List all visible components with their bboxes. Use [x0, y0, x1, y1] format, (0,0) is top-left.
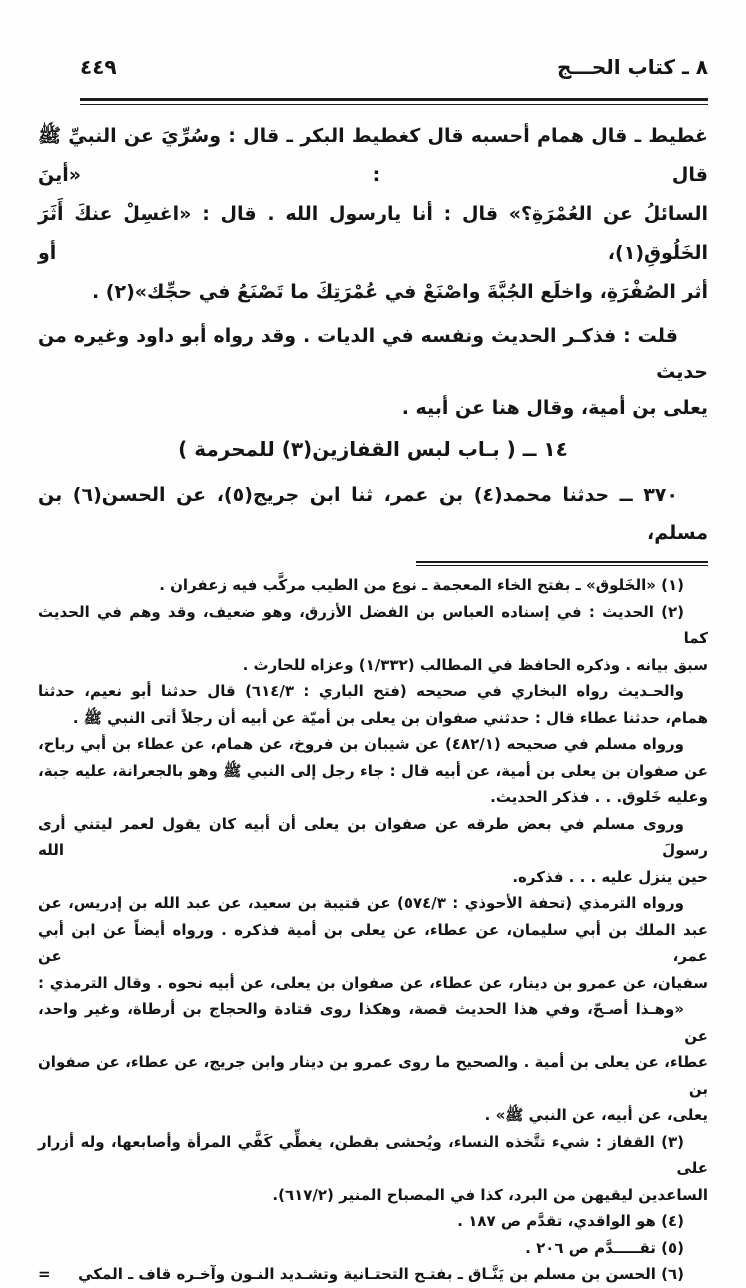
footnote-text: (٦) الحسن بن مسلم بن يَنَّـاق ـ بفتـح التحتـانية وتشـديد النـون وآخـره قاف ـ المكي	[78, 1265, 684, 1283]
footnote-line: (٥) تقـــــدَّم ص ٢٠٦ .	[525, 1238, 684, 1257]
header-rule	[80, 98, 708, 105]
footnote-line: همام، حدثنا عطاء قال : حدثني صفوان بن يعلى بن أميّة عن أبيه أن رجلاً أتى النبي ﷺ .	[72, 708, 708, 727]
footnote-line: ورواه مسلم في صحيحه (٤٨٢/١) عن شيبان بن فروخ، عن همام، عن عطاء بن أبي رباح،	[38, 735, 685, 753]
page-number: ٤٤٩	[80, 55, 117, 79]
footnote-line: سفيان، عن عمرو بن دينار، عن عطاء، عن صفوان بن يعلى، عن أبيه نحوه . وقال الترمذي :	[38, 973, 708, 992]
section-heading: ١٤ ــ ( بـاب لبس القفازين(٣) للمحرمة )	[178, 437, 568, 461]
footnote-line: حين ينزل عليه . . . فذكره.	[512, 867, 708, 886]
footnote-line	[38, 1261, 708, 1288]
main-text	[38, 117, 708, 552]
footnote-line: «وهـذا أصـحّ، وفي هذا الحديث قصة، وهكذا روى قتادة والحجاج بن أرطاة، وغير واحد، عن	[38, 1000, 708, 1045]
footnote-line: والحـديث رواه البخاري في صحيحه (فتح الباري : ٦١٤/٣) قال حدثنا أبو نعيم، حدثنا	[38, 682, 684, 700]
footnote-line: (٣) القفاز : شيء تتَّخذه النساء، ويُحشى بقطن، يغطِّي كَفَّي المرأة وأصابعها، وله أزرار على	[38, 1132, 708, 1177]
footnote-line: عبد الملك بن أبي سليمان، عن عطاء، عن يعلى بن أمية فذكره . ورواه أيضاً عن ابن أبي عمر، عن	[38, 920, 708, 965]
continuation-marker: =	[38, 1265, 51, 1283]
chapter-title: ٨ ـ كتاب الحـــج	[556, 55, 708, 79]
text-line: يعلى بن أمية، وقال هنا عن أبيه .	[401, 397, 708, 419]
footnote-line: ورواه الترمذي (تحفة الأحوذي : ٥٧٤/٣) عن قتيبة بن سعيد، عن عبد الله بن إدريس، عن	[38, 894, 684, 912]
footnotes	[38, 572, 708, 1288]
footnote-line: يعلى، عن أبيه، عن النبي ﷺ» .	[484, 1106, 708, 1124]
hadith-line: ٣٧٠ ــ حدثنا محمد(٤) بن عمر، ثنا ابن جريج(٥)، عن الحسن(٦) بن مسلم،	[38, 484, 708, 544]
text-line: أثر الصُفْرَةِ، واخلَع الجُبَّةَ واصْنَعْ في عُمْرَتِكَ ما تَصْنَعُ في حجِّك»(٢) .	[91, 281, 708, 303]
footnote-line: وعليه خَلوق. . . فذكر الحديث.	[490, 788, 708, 806]
footnote-line: سبق بيانه . وذكره الحافظ في المطالب (١/٣٣٢) وعزاه للحارث .	[242, 655, 708, 674]
text-line: السائلُ عن العُمْرَةِ؟» قال : أنا يارسول الله . قال : «اغسِلْ عنكَ أَثَرَ الخَلُوقِ(١)، أو	[38, 203, 708, 264]
text-line: غطيط ـ قال همام أحسبه قال كغطيط البكر ـ قال : وسُرِّيَ عن النبيِّ ﷺ قال : «أينَ	[38, 125, 708, 186]
text-line: قلت : فذكـر الحديث ونفسه في الديات . وقد رواه أبو داود وغيره من حديث	[38, 325, 708, 383]
page-header	[38, 54, 708, 80]
footnote-line: عن صفوان بن يعلى بن أمية، عن أبيه قال : جاء رجل إلى النبي ﷺ وهو بالجعرانة، عليه جبة،	[38, 761, 708, 780]
footnote-line: عطاء، عن يعلى بن أمية . والصحيح ما روى عمرو بن دينار وابن جريج، عن عطاء، عن صفوان بن	[38, 1053, 708, 1098]
footnote-line: (١) «الخَلوق» ـ بفتح الخاء المعجمة ـ نوع من الطيب مركَّب فيه زعفران .	[159, 576, 684, 594]
footnote-line: الساعدين ليقيهن من البرد، كذا في المصباح المنير (٦١٧/٢).	[272, 1185, 708, 1204]
footnote-separator	[416, 561, 708, 566]
footnote-line: (٤) هو الواقدي، تقدَّم ص ١٨٧ .	[457, 1212, 684, 1230]
footnote-line: (٢) الحديث : في إسناده العباس بن الفضل الأزرق، وهو ضعيف، وقد وهم في الحديث كما	[38, 602, 708, 647]
footnote-line: وروى مسلم في بعض طرقه عن صفوان بن يعلى أن أبيه كان يقول لعمر ليتني أرى رسولَ الله	[38, 814, 708, 859]
